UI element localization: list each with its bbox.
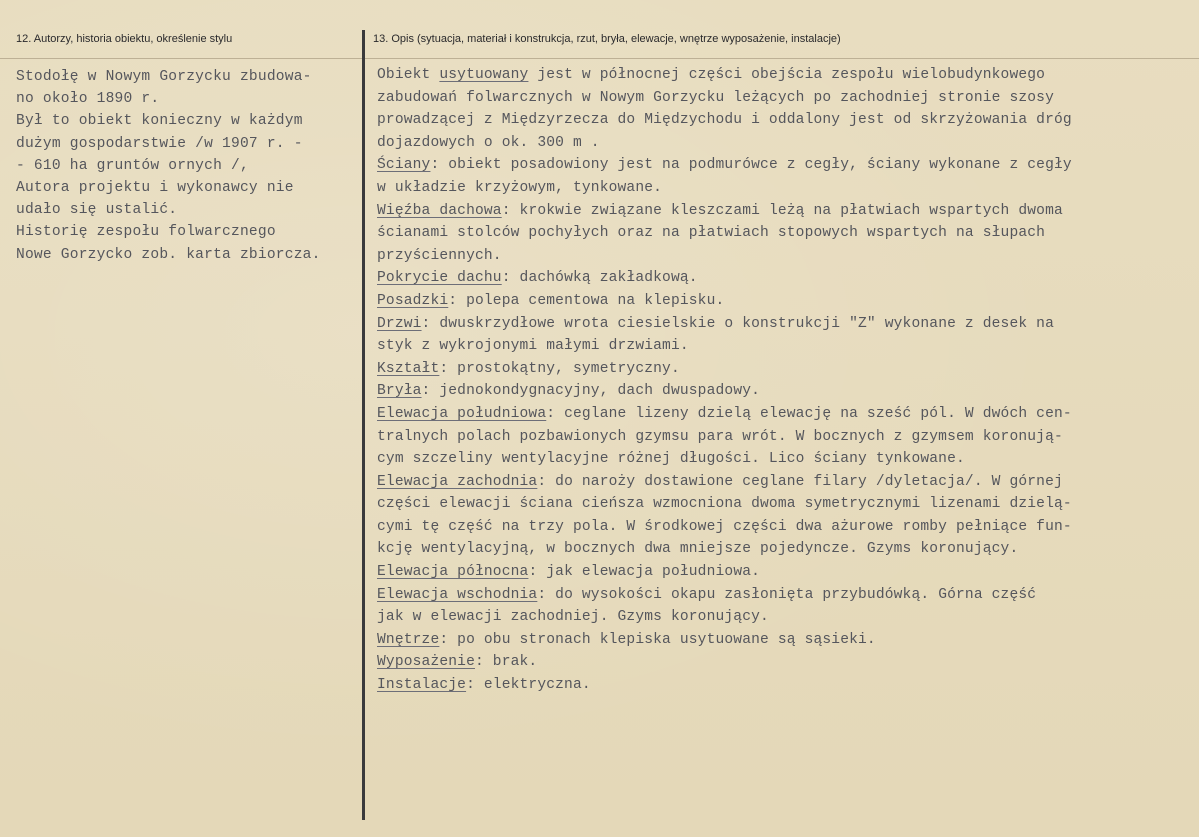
description-line — [377, 629, 1192, 652]
section-label: Więźba dachowa — [377, 202, 502, 219]
description-line — [377, 335, 1192, 358]
line-text: części elewacji ściana cieńsza wzmocniona dwoma symetrycznymi lizenami dzielą- — [377, 496, 1072, 513]
line-text: : ceglane lizeny dzielą elewację na sześć pól. W dwóch cen- — [546, 405, 1072, 422]
description-line — [377, 245, 1192, 268]
line-text: : dachówką zakładkową. — [501, 270, 698, 287]
description-line — [377, 516, 1192, 539]
section-label: Elewacja wschodnia — [377, 586, 538, 603]
line-text: : do naroży dostawione ceglane filary /dyletacja/. W górnej — [537, 473, 1063, 490]
description-line — [377, 177, 1192, 200]
description-line — [377, 313, 1192, 336]
description-line — [377, 403, 1192, 426]
description-line — [377, 200, 1192, 223]
line-text: : prostokątny, symetryczny. — [439, 360, 680, 377]
description-line — [377, 471, 1192, 494]
line-text: cymi tę część na trzy pola. W środkowej części dwa ażurowe romby pełniące fun- — [377, 518, 1072, 535]
section-label: Pokrycie dachu — [377, 270, 502, 287]
description-line — [377, 561, 1192, 584]
history-line: udało się ustalić. — [16, 202, 178, 219]
history-line: - 610 ha gruntów ornych /, — [16, 157, 249, 174]
history-line: Nowe Gorzycko zob. karta zbiorcza. — [16, 246, 321, 263]
line-text: : obiekt posadowiony jest na podmurówce z cegły, ściany wykonane z cegły — [430, 157, 1072, 174]
line-text: : po obu stronach klepiska usytuowane są sąsieki. — [439, 631, 876, 648]
line-text: w układzie krzyżowym, tynkowane. — [377, 179, 663, 196]
line-text: ścianami stolców pochyłych oraz na płatwiach stopowych wspartych na słupach — [377, 225, 1046, 242]
line-text: : do wysokości okapu zasłonięta przybudówką. Górna część — [537, 586, 1037, 603]
description-line — [377, 222, 1192, 245]
description-line — [377, 290, 1192, 313]
column-divider — [362, 30, 365, 820]
description-line — [377, 606, 1192, 629]
section-label: Kształt — [377, 360, 440, 377]
section-label: Instalacje — [377, 677, 467, 694]
line-text: dojazdowych o ok. 300 m . — [377, 134, 600, 151]
field-12-header: 12. Autorzy, historia obiektu, określenie stylu — [16, 33, 233, 45]
section-label: Bryła — [377, 383, 422, 400]
history-line: Autora projektu i wykonawcy nie — [16, 180, 294, 197]
description-text — [377, 64, 1192, 697]
section-label: Elewacja południowa — [377, 405, 547, 422]
description-line — [377, 64, 1192, 87]
description-line — [377, 584, 1192, 607]
line-prefix: Obiekt — [377, 67, 440, 83]
section-label: Wyposażenie — [377, 654, 475, 671]
description-line — [377, 380, 1192, 403]
description-line — [377, 267, 1192, 290]
history-line: no około 1890 r. — [16, 91, 160, 108]
line-text: : jednokondygnacyjny, dach dwuspadowy. — [421, 383, 761, 400]
line-text: jest w północnej części obejścia zespołu wielobudynkowego — [528, 67, 1046, 83]
section-label: Posadzki — [377, 292, 449, 309]
history-line: Historię zespołu folwarcznego — [16, 224, 276, 241]
line-text: zabudowań folwarcznych w Nowym Gorzycku leżących po zachodniej stronie szosy — [377, 89, 1054, 106]
description-line — [377, 493, 1192, 516]
line-text: jak w elewacji zachodniej. Gzyms koronujący. — [377, 609, 769, 626]
line-text: przyściennych. — [377, 247, 502, 264]
line-text: tralnych polach pozbawionych gzymsu para wrót. W bocznych z gzymsem koronują- — [377, 428, 1063, 445]
section-label: Drzwi — [377, 315, 422, 332]
line-text: : brak. — [474, 654, 538, 671]
underlined-word: usytuowany — [439, 67, 529, 83]
history-text — [16, 66, 360, 266]
description-line — [377, 358, 1192, 381]
description-line — [377, 132, 1192, 155]
line-text: : polepa cementowa na klepisku. — [448, 292, 725, 309]
line-text: kcję wentylacyjną, w bocznych dwa mniejsze pojedyncze. Gzyms koronujący. — [377, 541, 1019, 558]
line-text: : dwuskrzydłowe wrota ciesielskie o konstrukcji "Z" wykonane z desek na — [421, 315, 1054, 332]
line-text: : elektryczna. — [466, 677, 591, 694]
history-line: Był to obiekt konieczny w każdym — [16, 113, 303, 130]
description-line — [377, 426, 1192, 449]
line-text: cym szczeliny wentylacyjne różnej długości. Lico ściany tynkowane. — [377, 451, 965, 468]
section-label: Ściany — [377, 157, 431, 174]
description-line — [377, 448, 1192, 471]
description-line — [377, 538, 1192, 561]
field-13-header: 13. Opis (sytuacja, materiał i konstrukcja, rzut, bryła, elewacje, wnętrze wyposażenie, instalacje) — [373, 33, 841, 45]
line-text: styk z wykrojonymi małymi drzwiami. — [377, 338, 689, 355]
description-line — [377, 87, 1192, 110]
header-rule — [0, 58, 1199, 59]
description-line — [377, 109, 1192, 132]
line-text: : jak elewacja południowa. — [528, 564, 761, 581]
line-text: : krokwie związane kleszczami leżą na płatwiach wspartych dwoma — [501, 202, 1063, 219]
history-line: Stodołę w Nowym Gorzycku zbudowa- — [16, 69, 312, 85]
history-line: dużym gospodarstwie /w 1907 r. - — [16, 135, 303, 152]
line-text: prowadzącej z Międzyrzecza do Międzychodu i oddalony jest od skrzyżowania dróg — [377, 112, 1072, 129]
section-label: Wnętrze — [377, 631, 440, 648]
section-label: Elewacja zachodnia — [377, 473, 538, 490]
description-line — [377, 154, 1192, 177]
description-line — [377, 651, 1192, 674]
description-line — [377, 674, 1192, 697]
section-label: Elewacja północna — [377, 564, 529, 581]
